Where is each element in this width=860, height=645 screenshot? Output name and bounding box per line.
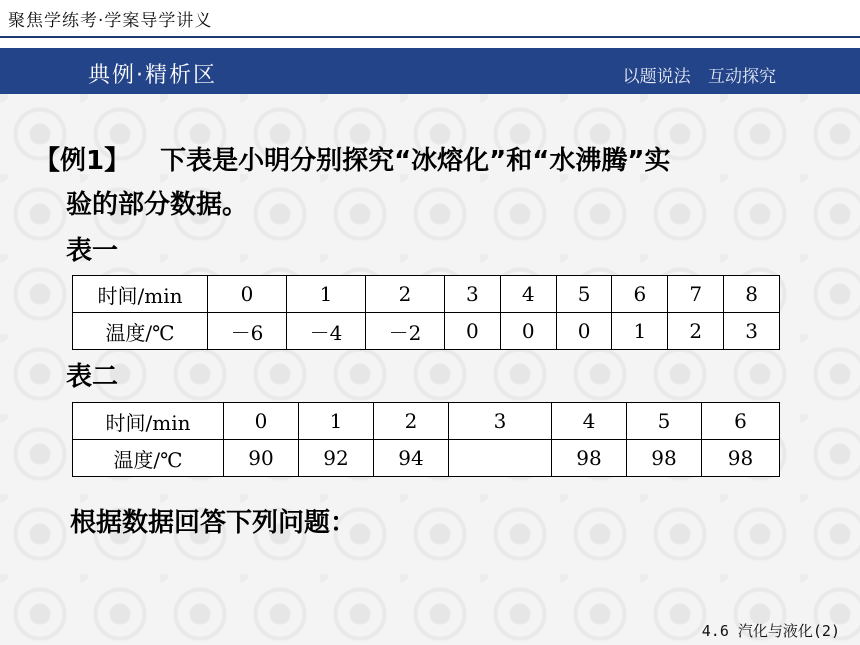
table-cell: 4 xyxy=(552,403,627,440)
problem-text-1: 下表是小明分别探究“冰熔化”和“水沸腾”实 xyxy=(160,146,671,176)
section-band xyxy=(0,48,860,94)
table-cell: 3 xyxy=(449,403,552,440)
table-cell: 1 xyxy=(287,276,366,313)
book-title: 聚焦学练考·学案导学讲义 xyxy=(8,11,213,31)
table-cell: 2 xyxy=(668,313,724,350)
problem-tag: 【例1】 xyxy=(34,146,131,176)
table-cell: 94 xyxy=(374,440,449,477)
table-cell: 0 xyxy=(224,403,299,440)
table-cell: 5 xyxy=(556,276,612,313)
problem-line-1 xyxy=(34,140,670,177)
table-cell: 1 xyxy=(299,403,374,440)
table-cell: 92 xyxy=(299,440,374,477)
table-cell: 90 xyxy=(224,440,299,477)
table-header-cell: 温度/℃ xyxy=(73,313,208,350)
table-cell: 0 xyxy=(556,313,612,350)
section-title: 典例·精析区 xyxy=(88,63,217,88)
table-cell: 4 xyxy=(500,276,556,313)
table2-label: 表二 xyxy=(66,362,119,392)
table-row xyxy=(73,440,780,477)
table-cell: 3 xyxy=(724,313,780,350)
table-cell: －4 xyxy=(287,313,366,350)
table-cell xyxy=(449,440,552,477)
table-cell: 1 xyxy=(612,313,668,350)
table-cell: 98 xyxy=(627,440,702,477)
table-cell: 2 xyxy=(366,276,445,313)
table-row xyxy=(73,313,780,350)
table1-label: 表一 xyxy=(66,236,119,266)
table-row xyxy=(73,403,780,440)
table1 xyxy=(72,275,780,350)
table-cell: 98 xyxy=(552,440,627,477)
table-header-cell: 时间/min xyxy=(73,276,208,313)
question-prompt: 根据数据回答下列问题： xyxy=(70,508,357,538)
table-cell: 0 xyxy=(445,313,501,350)
header-divider xyxy=(0,36,860,38)
footer-section: 4.6 汽化与液化(2) xyxy=(701,622,840,640)
table-cell: 8 xyxy=(724,276,780,313)
table-cell: 6 xyxy=(702,403,780,440)
table-cell: 5 xyxy=(627,403,702,440)
table-header-cell: 时间/min xyxy=(73,403,224,440)
problem-line-2: 验的部分数据。 xyxy=(66,190,249,220)
table-header-cell: 温度/℃ xyxy=(73,440,224,477)
table-cell: 6 xyxy=(612,276,668,313)
table-cell: 7 xyxy=(668,276,724,313)
table-cell: －6 xyxy=(208,313,287,350)
table-cell: 98 xyxy=(702,440,780,477)
table-cell: 2 xyxy=(374,403,449,440)
table-cell: 3 xyxy=(445,276,501,313)
table-cell: －2 xyxy=(366,313,445,350)
table-row xyxy=(73,276,780,313)
table-cell: 0 xyxy=(208,276,287,313)
table-cell: 0 xyxy=(500,313,556,350)
section-subtitle: 以题说法 互动探究 xyxy=(622,67,776,87)
table2 xyxy=(72,402,780,477)
